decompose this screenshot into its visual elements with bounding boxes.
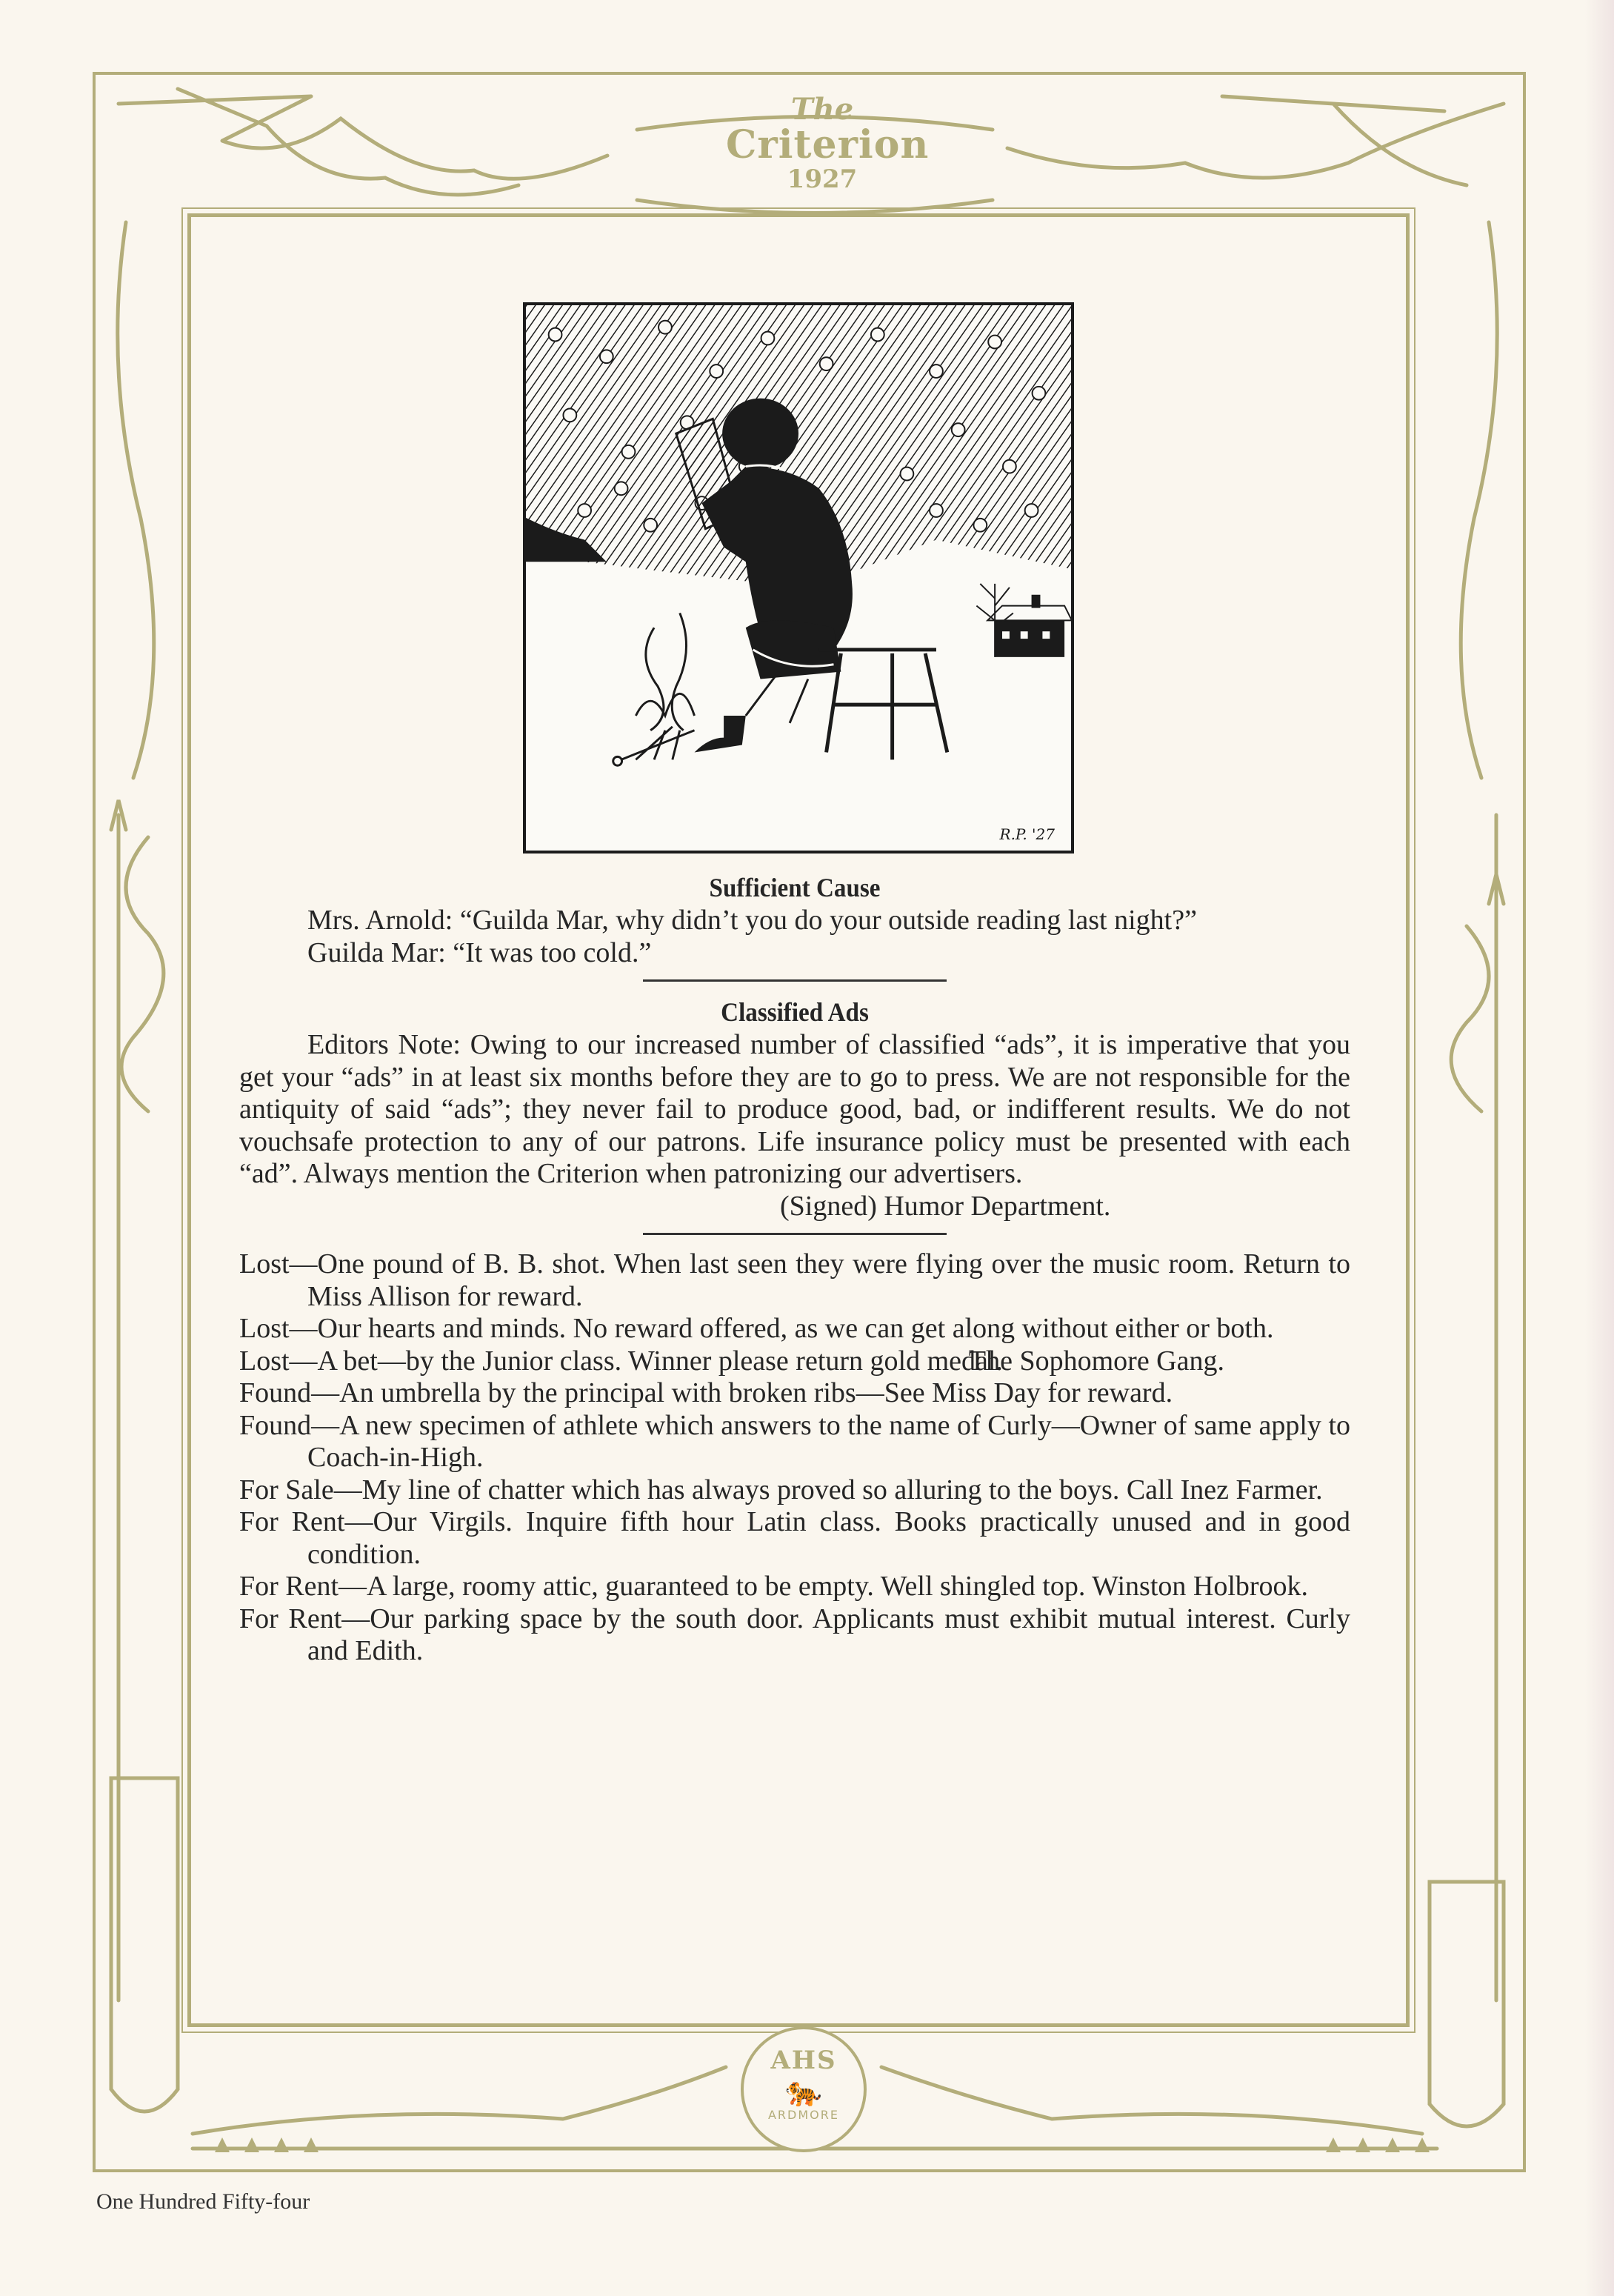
ad-item (239, 1474, 1350, 1507)
ad-text: For Rent—Our parking space by the south door. Applicants must exhibit mutual interest. Curly and Edith. (239, 1603, 1350, 1666)
dialogue-line: Guilda Mar: “It was too cold.” (307, 936, 652, 968)
artist-signature: R.P. '27 (999, 825, 1055, 843)
winter-reading-drawing (526, 305, 1071, 851)
section-divider (643, 979, 947, 982)
masthead (726, 92, 930, 194)
ad-item (239, 1571, 1350, 1603)
ad-item (239, 1377, 1350, 1410)
dialogue-line: Mrs. Arnold: “Guilda Mar, why didn’t you do your outside reading last night?” (307, 905, 1197, 936)
ad-text: For Rent—Our Virgils. Inquire fifth hour Latin class. Books practically unused and in good condition. (239, 1506, 1350, 1570)
page-number: One Hundred Fifty-four (96, 2189, 310, 2214)
section-divider (643, 1233, 947, 1235)
ads-list (239, 1248, 1350, 1668)
masthead-year: 1927 (787, 164, 858, 194)
tiger-icon: 🐅 (785, 2074, 822, 2109)
house (987, 595, 1071, 657)
heading-sufficient-cause: Sufficient Cause (709, 873, 881, 902)
ad-text: Lost—One pound of B. B. shot. When last seen they were flying over the music room. Return to Miss Allison for reward. (239, 1248, 1350, 1312)
school-emblem (741, 2026, 867, 2152)
illustration (523, 302, 1074, 853)
ad-item (239, 1603, 1350, 1668)
emblem-initials: AHS (770, 2046, 837, 2075)
masthead-title: Criterion (726, 122, 930, 167)
heading-classified-ads: Classified Ads (721, 997, 869, 1027)
text-column (239, 871, 1350, 1668)
ad-item (239, 1410, 1350, 1474)
ad-text: For Rent—A large, roomy attic, guaranteed to be empty. Well shingled top. Winston Holbrook. (239, 1571, 1309, 1602)
stool (819, 650, 947, 759)
ad-signature: The Sophomore Gang. (968, 1345, 1224, 1377)
ad-item (239, 1506, 1350, 1571)
ad-text: Found—An umbrella by the principal with broken ribs—See Miss Day for reward. (239, 1377, 1173, 1408)
ad-text: Lost—Our hearts and minds. No reward offered, as we can get along without either or both. (239, 1313, 1274, 1344)
ad-text: Lost—A bet—by the Junior class. Winner please return gold medal. (239, 1345, 1003, 1377)
ad-item (239, 1248, 1350, 1313)
editors-note: Editors Note: Owing to our increased number of classified “ads”, it is imperative that you get your “ads” in at least six months before they are to go to press. We are not responsible for the antiquity of said “ads”; they never fail to produce good, bad, or indifferent results. We do not vouchsafe protection to any of our patrons. Life insurance policy must be presented with each “ad”. Always mention the Criterion when patronizing our advertisers. (239, 1029, 1350, 1189)
campfire (613, 613, 695, 765)
masthead-the: The (790, 92, 854, 127)
ad-text: For Sale—My line of chatter which has always proved so alluring to the boys. Call Inez Farmer. (239, 1474, 1323, 1505)
ad-text: Found—A new specimen of athlete which answers to the name of Curly—Owner of same apply to Coach-in-High. (239, 1409, 1350, 1473)
signed-line: (Signed) Humor Department. (780, 1190, 1111, 1222)
page-edge-shadow (1584, 0, 1614, 2296)
emblem-town: ARDMORE (767, 2108, 839, 2122)
